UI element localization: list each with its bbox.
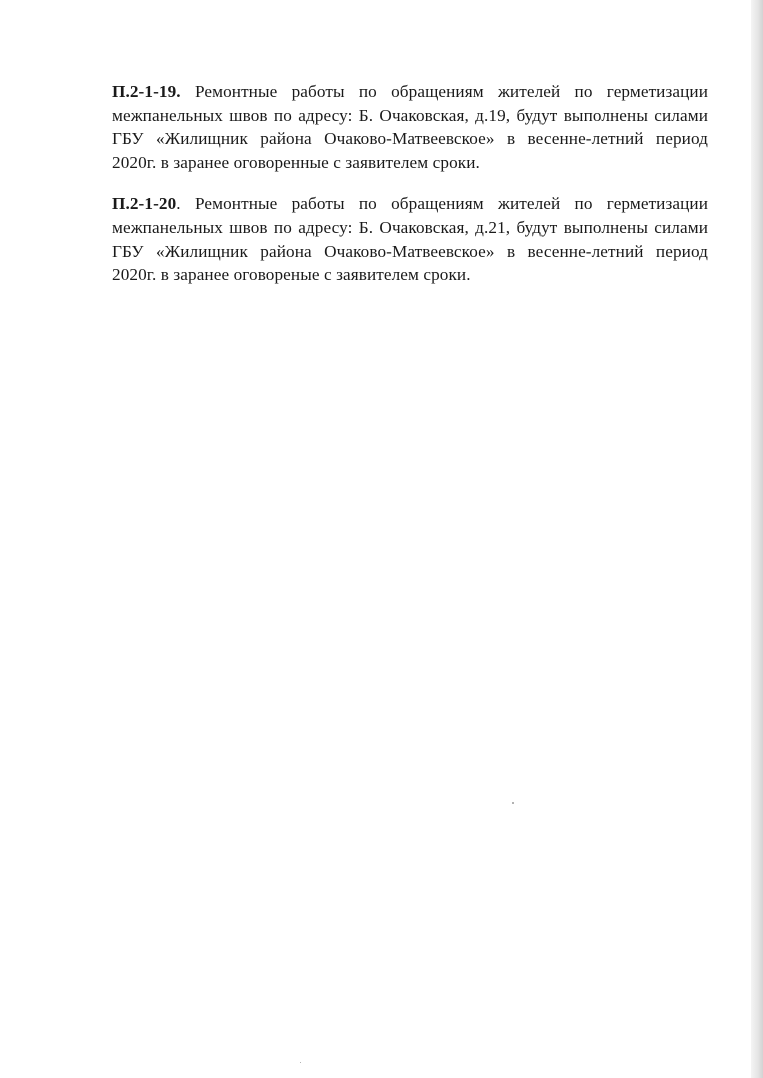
scan-speck [300,1062,301,1063]
paragraph-number: П.2-1-20 [112,194,177,214]
paragraph-number: П.2-1-19. [112,82,181,101]
scan-edge [751,0,763,1078]
scan-speck [512,802,514,804]
paragraph-text: Ремонтные работы по обращениям жителей по герметизации межпанельных швов по адресу: Б. Очаковская, д.19, будут выполнены силами ГБУ «Жилищник района Очаково-Матвеевское» в весенне-летний период 2020г. в заранее оговоренные с заявителем сроки. [112,82,708,172]
document-body [112,80,708,287]
paragraph-2-1-20 [112,192,708,286]
paragraph-text: . Ремонтные работы по обращениям жителей по герметизации межпанельных швов по адресу: Б. Очаковская, д.21, будут выполнены силами ГБУ «Жилищник района Очаково-Матвеевское» в весенне-летний период 2020г. в заранее оговореные с заявителем сроки. [112,194,708,285]
paragraph-2-1-19 [112,80,708,174]
